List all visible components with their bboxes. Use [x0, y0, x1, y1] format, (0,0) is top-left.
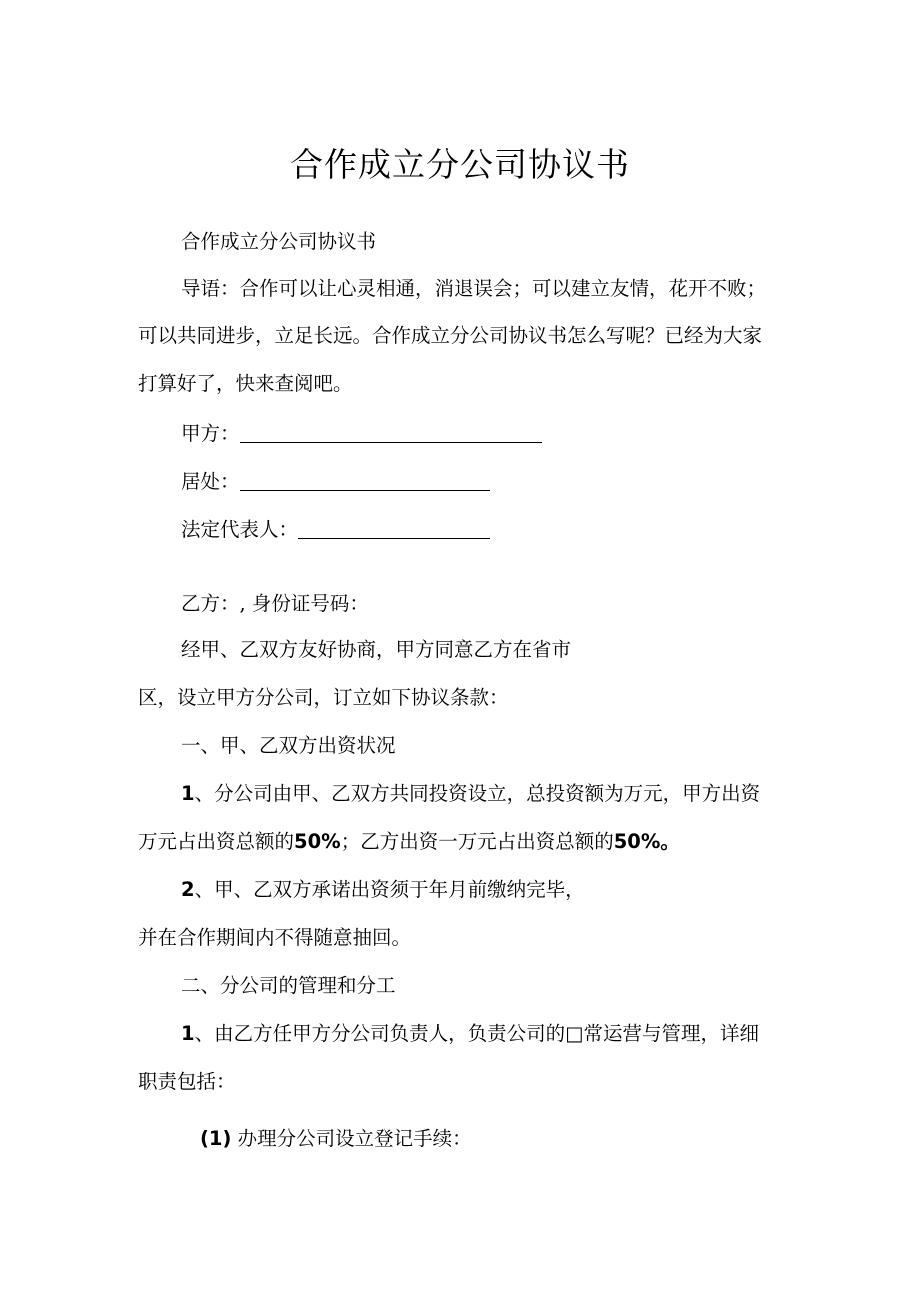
- legal-rep-blank: [298, 520, 490, 539]
- percent-value: 50%: [294, 830, 341, 853]
- legal-rep-label: 法定代表人：: [181, 518, 299, 541]
- agree-line-2: 区，设立甲方分公司，订立如下协议条款：: [138, 686, 509, 709]
- legal-rep-field: [181, 516, 490, 544]
- intro-line-3: 打算好了，快来查阅吧。: [138, 372, 353, 395]
- clause-1-2-line-1: [181, 876, 585, 904]
- subtitle: 合作成立分公司协议书: [181, 230, 377, 253]
- clause-number: 1: [181, 782, 195, 805]
- clause-text: 、分公司由甲、乙双方共同投资设立，总投资额为万元，甲方出资: [194, 782, 761, 805]
- clause-1-1-line-2: [138, 828, 680, 856]
- clause-number: 1: [181, 1022, 195, 1045]
- residence-label: 居处：: [181, 470, 240, 493]
- clause-1-1-line-1: [181, 780, 760, 808]
- item-text: 办理分公司设立登记手续：: [237, 1127, 472, 1150]
- clause-text: 、由乙方任甲方分公司负责人，负责公司的□常运营与管理，详细: [194, 1022, 760, 1045]
- section-1-heading: 一、甲、乙双方出资状况: [181, 734, 396, 757]
- intro-line-1: 导语：合作可以让心灵相通，消退误会；可以建立友情，花开不败；: [181, 277, 767, 300]
- clause-text: 万元占出资总额的: [138, 830, 295, 853]
- agree-line-1: 经甲、乙双方友好协商，甲方同意乙方在省市: [181, 638, 572, 661]
- residence-field: [181, 468, 490, 496]
- party-a-label: 甲方：: [181, 422, 240, 445]
- clause-text: 、甲、乙双方承诺出资须于年月前缴纳完毕，: [194, 878, 585, 901]
- section-2-heading: 二、分公司的管理和分工: [181, 974, 396, 997]
- residence-blank: [240, 472, 490, 491]
- clause-2-1-line-2: 职责包括：: [138, 1070, 236, 1093]
- clause-number: 2: [181, 878, 195, 901]
- party-a-blank: [240, 424, 542, 443]
- party-a-field: [181, 420, 542, 448]
- percent-value: 50%。: [613, 830, 680, 853]
- item-number: (1): [200, 1127, 232, 1150]
- document-title: 合作成立分公司协议书: [290, 145, 630, 184]
- party-b-line: 乙方：, 身份证号码：: [181, 592, 369, 615]
- intro-line-2: 可以共同进步，立足长远。合作成立分公司协议书怎么写呢？已经为大家: [138, 324, 763, 347]
- clause-text: ；乙方出资一万元占出资总额的: [340, 830, 614, 853]
- clause-1-2-line-2: 并在合作期间内不得随意抽回。: [138, 926, 412, 949]
- clause-2-1-line-1: [181, 1020, 759, 1048]
- list-item-1: [200, 1125, 472, 1153]
